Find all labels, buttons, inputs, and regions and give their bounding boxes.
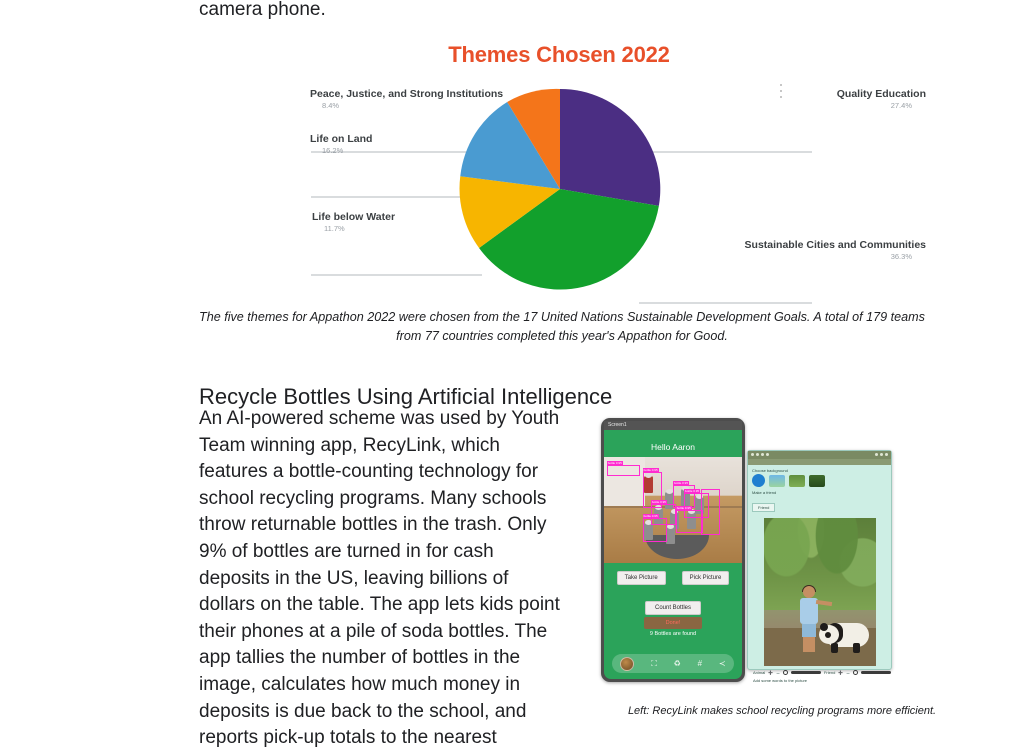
friend-button[interactable]: Friend [752, 503, 775, 512]
scan-icon[interactable]: ⛶ [651, 658, 657, 668]
rotate-knob-icon[interactable] [783, 670, 788, 675]
thumbnail-globe-icon[interactable] [752, 474, 765, 487]
ar-sliders[interactable] [748, 666, 891, 675]
detection-box: bottle 0.95 [684, 493, 709, 518]
detection-box: bottle 0.95 [673, 485, 695, 508]
pie-label-text: Sustainable Cities and Communities [744, 239, 926, 251]
continued-paragraph: camera phone. [199, 0, 326, 20]
pie-label-text: Life below Water [312, 211, 396, 223]
choose-background-label: Choose background [752, 468, 788, 473]
plus-icon[interactable]: ➕ [838, 670, 844, 675]
chart-caption: The five themes for Appathon 2022 were chosen from the 17 United Nations Sustainable Development Goals. A total of 179 teams from 77 countries completed this year's Appathon for Good. [199, 310, 925, 343]
take-picture-button[interactable]: Take Picture [617, 571, 666, 585]
make-a-friend-label: Make a friend [752, 490, 777, 495]
rotate-knob-icon[interactable] [853, 670, 858, 675]
picture-buttons [604, 571, 742, 585]
text-icon[interactable]: # [697, 658, 703, 668]
pie-chart-figure [199, 34, 926, 296]
friend-slider[interactable] [861, 671, 891, 674]
minus-icon[interactable]: ⚊ [846, 670, 850, 675]
detection-box: bottle 0.95 [643, 472, 662, 508]
animal-slider[interactable] [791, 671, 821, 674]
lens-toolbar[interactable] [612, 654, 734, 673]
slice-quality-education[interactable] [560, 89, 660, 206]
thumbnail-option[interactable] [769, 475, 785, 487]
body-paragraph: An AI-powered scheme was used by Youth Team winning app, RecyLink, which features a bottle-counting technology for school recycling programs. Many schools throw returnable bottles in the trash. Only 9% of bottles are turned in for cash deposits in the US, leaving billions of dollars on the table. The app lets kids point their phones at a pile of soda bottles. The app tallies the number of bottles in the image, calculates how much money in deposits is due back to the school, and reports pick-up totals to the nearest [199, 408, 560, 749]
phone-screenshot [601, 418, 745, 682]
detection-box [701, 489, 720, 536]
pie-label-value: 27.4% [890, 101, 912, 110]
minus-icon[interactable]: ⚊ [776, 670, 780, 675]
friend-label: Friend [823, 670, 836, 675]
chart-title: Themes Chosen 2022 [448, 42, 670, 67]
pie-label-text: Life on Land [310, 133, 373, 145]
boy-figure [799, 586, 819, 654]
pie-label-value: 36.3% [890, 252, 912, 261]
done-status: Done! [644, 617, 702, 629]
pie-label-text: Peace, Justice, and Strong Institutions [310, 88, 504, 100]
avatar-icon[interactable] [620, 657, 634, 671]
pie-label-value: 11.7% [324, 224, 345, 233]
detection-box: bottle 0.95 [607, 465, 640, 476]
count-section [604, 596, 742, 637]
pick-picture-button[interactable]: Pick Picture [682, 571, 730, 585]
thumbnail-option[interactable] [789, 475, 805, 487]
pie-plot-area [199, 86, 919, 296]
pie-slices [460, 89, 661, 290]
phone-screen-name: Screen1 [604, 421, 742, 430]
animal-label: Animal [753, 670, 766, 675]
ar-app-screenshot [747, 450, 892, 683]
pie-label-text: Quality Education [836, 88, 926, 100]
share-icon[interactable]: ≺ [718, 658, 726, 668]
bottles-found-text: 9 Bottles are found [649, 631, 697, 637]
ar-titlebar [748, 451, 891, 459]
phone-greeting: Hello Aaron [651, 442, 695, 452]
bottle-detection-photo [604, 457, 742, 563]
detection-box: bottle 0.95 [676, 510, 704, 533]
panda-ar-object [819, 613, 871, 653]
pie-svg [199, 86, 919, 296]
background-thumbnails[interactable] [748, 474, 891, 487]
pie-label-life-on-land [310, 133, 372, 155]
window-dots-icon [751, 453, 769, 456]
pie-label-life-below-water [312, 211, 395, 233]
translate-icon[interactable]: ♻ [673, 658, 681, 668]
pie-label-value: 16.2% [322, 146, 344, 155]
detection-box: bottle 0.95 [643, 518, 668, 541]
pie-label-value: 8.4% [322, 101, 340, 110]
ar-photo [764, 518, 876, 666]
app-screenshots-figure [572, 406, 992, 719]
pie-label-sustainable-cities [745, 239, 926, 261]
detection-box: bottle 0.95 [651, 504, 676, 525]
pie-label-peace-justice [310, 88, 503, 110]
section-heading: Recycle Bottles Using Artificial Intelligence [199, 384, 613, 410]
thumbnail-option[interactable] [809, 475, 825, 487]
count-bottles-button[interactable]: Count Bottles [645, 601, 701, 615]
app-figure-caption: Left: RecyLink makes school recycling programs more efficient. [627, 705, 937, 717]
ar-footer-text: Add some words to the picture [753, 678, 808, 683]
window-controls-icon [875, 453, 888, 456]
plus-icon[interactable]: ➕ [768, 670, 774, 675]
pie-label-quality-education [837, 88, 926, 110]
